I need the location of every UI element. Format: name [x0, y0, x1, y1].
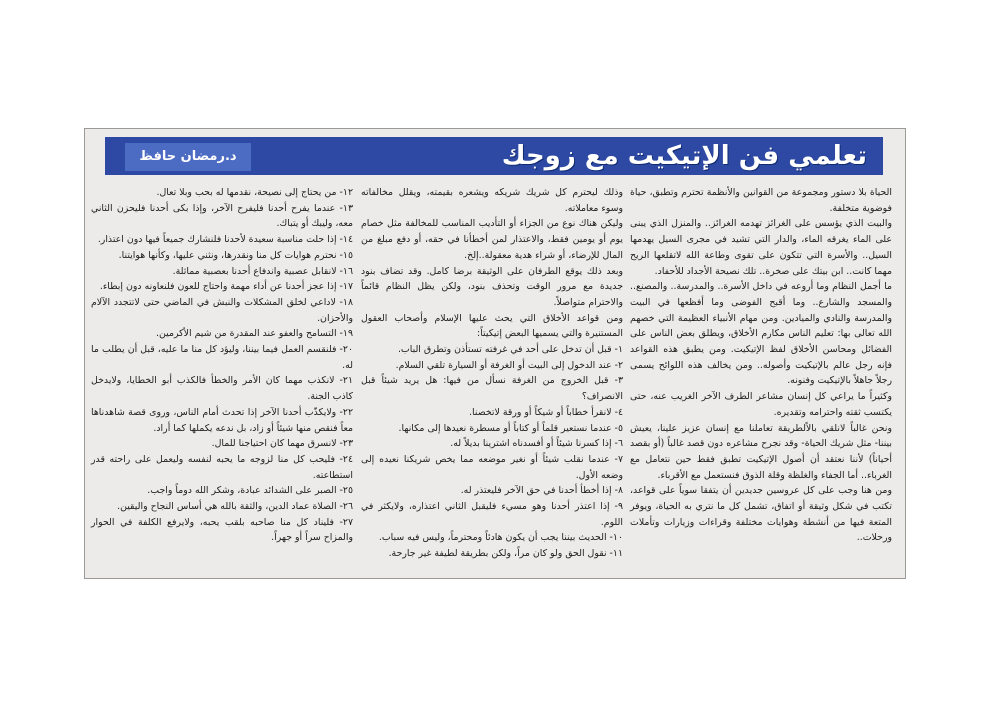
- paragraph-left-11: ٢٢- ولايكذّب أحدنا الآخر إذا تحدث أمام الناس، وروى قصة شاهدناها معاً فنقص منها شيئاً أو زاد، بل ندعه يكملها كما أراد.: [91, 406, 353, 434]
- paragraph-middle-13: ٩- إذا اعتذر أحدنا وهو مسيء فليقبل الثاني اعتذاره، ولايكثر في اللوم.: [361, 501, 623, 528]
- paragraph-middle-14: ١٠- الحديث بيننا يجب أن يكون هادئاً ومحترماً، وليس فيه سباب.: [378, 532, 623, 544]
- paragraph-middle-7: ٣- قبل الخروج من الغرفة نسأل من فيها: هل يريد شيئاً قبل الانصراف؟: [361, 375, 623, 403]
- paragraph-right-6: ومن هنا وجب على كل عروسين جديدين أن يتفقا سوياً على قواعد، تكتب في شكل وثيقة أو اتفاق، تشمل كل ما نتري به الحياة، ويوفر المتعة فيها من أنشطة وهوايات مختلفة وقراءات وزيارات وتأملات ورحلات..: [630, 485, 892, 544]
- paragraph-left-1: ١٢- من يحتاج إلى نصيحة، نقدمها له بحب وبلا تعال.: [156, 187, 353, 198]
- paragraph-right-2: والبيت الذي يؤسس على الغرائز تهدمه الغرائز.. والمنزل الذي يبنى على الماء يغرقه الماء، والدار التي تشيد في مجرى السيل يهدمها السيل.. والأسرة التي تتكون على تقوى وطاعة الله لاتقلعها الريح مهما كانت.. ابن بيتك على صخرة.. تلك نصيحة الأجداد للأحفاد.: [630, 218, 892, 277]
- paragraph-right-4: وكثيراً ما يراعي كل إنسان مشاعر الطرف الآخر الغريب عنه، حتى يكتسب ثقته واحترامه وتقديره.: [630, 391, 892, 418]
- paragraph-middle-4: ومن قواعد الأخلاق التي يحث عليها الإسلام وأصحاب العقول المستنيرة والتي يسميها البعض إتيكيتاً:: [361, 312, 623, 340]
- paragraph-left-9: ٢٠- فلنقسم العمل فيما بيننا، وليؤد كل منا ما عليه، قبل أن يطلب ما له.: [91, 344, 353, 371]
- paragraph-right-5: ونحن غالباً لانلقي بالاًلطريقة تعاملنا مع إنسان عزيز علينا، يعيش بيننا- مثل شريك الحياة- وقد نجرح مشاعره دون قصد غالباً (أو بقصد أحياناً) لأننا نعتقد أن أصول الإتيكيت تطبق فقط حين نتعامل مع الغرباء.. أما الجفاء والغلظة وقلة الذوق فنستعمل مع الأقرباء.: [630, 422, 892, 481]
- headline-banner: [105, 137, 883, 175]
- paragraph-right-1: الحياة بلا دستور ومجموعة من القوانين والأنظمة تحترم وتطبق، حياة فوضوية متخلفة.: [630, 187, 892, 214]
- article-column-middle: [361, 185, 623, 562]
- paragraph-middle-1: وذلك ليحترم كل شريك شريكه ويشعره بقيمته، ويقلل مخالفاته وسوء معاملاته.: [361, 187, 623, 214]
- paragraph-left-12: ٢٣- لانسرق مهما كان احتياجنا للمال.: [211, 438, 353, 450]
- paragraph-middle-6: ٢- عند الدخول إلى البيت أو الغرفة أو السيارة تلقي السلام.: [395, 359, 623, 371]
- paragraph-middle-8: ٤- لانقرأ خطاباً أو شيكاً أو ورقة لاتخصنا.: [469, 406, 623, 418]
- paragraph-middle-2: وليكن هناك نوع من الجزاء أو التأديب المناسب للمخالفة مثل خصام يوم أو يومين فقط، والاعتذار لمن أخطأنا في حقه، أو دفع مبلغ من المال للإرضاء، أو شراء هدية معقولة..إلخ.: [361, 218, 623, 261]
- paragraph-left-2: ١٣- عندما يفرح أحدنا فليفرح الآخر، وإذا بكى أحدنا فليحزن الثاني معه، وليبك أو يتباك.: [91, 202, 353, 230]
- article-column-right: [630, 185, 892, 546]
- paragraph-middle-11: ٧- عندما نقلب شيئاً أو نغير موضعه مما يخص شريكنا نعيده إلى وضعه الأول.: [361, 453, 623, 481]
- paragraph-left-16: ٢٧- فليناد كل منا صاحبه بلقب يحبه، ولايرفع الكلفة في الحوار والمزاح سراً أو جهراً.: [91, 516, 353, 544]
- paragraph-left-15: ٢٦- الصلاة عماد الدين، والثقة بالله هي أساس النجاح واليقين.: [117, 501, 353, 513]
- paragraph-middle-12: ٨- إذا أخطأ أحدنا في حق الآخر فليعتذر له.: [460, 485, 623, 497]
- paragraph-left-14: ٢٥- الصبر على الشدائد عبادة، وشكر الله دوماً واجب.: [147, 485, 353, 497]
- paragraph-left-7: ١٨- لاداعي لخلق المشكلات والنبش في الماضي حتى لاتتجدد الآلام والأحزان.: [91, 296, 353, 324]
- article-column-left: [91, 185, 353, 546]
- paragraph-left-3: ١٤- إذا حلت مناسبة سعيدة لأحدنا فلنشارك جميعاً فيها دون اعتذار.: [97, 234, 353, 246]
- paragraph-middle-9: ٥- عندما نستعير قلماً أو كتاباً أو مسطرة نعيدها إلى مكانها.: [398, 422, 623, 434]
- paragraph-left-4: ١٥- نحترم هوايات كل منا ونقدرها، ونثني عليها، وكأنها هوايتنا.: [118, 249, 353, 261]
- paragraph-middle-5: ١- قبل أن تدخل على أحد في غرفته تستأذن وتطرق الباب.: [397, 344, 623, 356]
- paragraph-middle-15: ١١- نقول الحق ولو كان مراً، ولكن بطريقة لطيفة غير جارحة.: [388, 548, 623, 560]
- paragraph-middle-3: وبعد ذلك يوقع الطرفان على الوثيقة برضا كامل. وقد تضاف بنود جديدة مع مرور الوقت وتحذف بنود، ولكن يظل النظام قائماً والاحترام متواصلاً.: [361, 265, 623, 308]
- paragraph-left-5: ١٦- لانقابل عصبية واندفاع أحدنا بعصبية مماثلة.: [172, 265, 353, 277]
- paragraph-left-10: ٢١- لانكذب مهما كان الأمر والخطأ فالكذب أبو الخطايا، ولايدخل كاذب الجنة.: [91, 375, 353, 403]
- article-headline: تعلمي فن الإتيكيت مع زوجك: [501, 141, 867, 171]
- paragraph-left-13: ٢٤- فليحب كل منا لزوجه ما يحبه لنفسه وليعمل على راحته قدر استطاعته.: [91, 453, 353, 481]
- paragraph-right-3: ما أجمل النظام وما أروعه في داخل الأسرة.. والمدرسة.. والمصنع.. والمسجد والشارع.. وما أقبح الفوضى وما أفظعها في البيت والمدرسة والنادي والميادين. ومن مهام الأنبياء العظيمة التي خصهم الله تعالى بها: تعليم الناس مكارم الأخلاق، ويطلق بعض الناس على الفضائل ومحاسن الأخلاق لفظ الإتيكيت. ومن يطبق هذه القواعد فإنه رجل عالم بالإتيكيت وأصوله.. ومن يخالف هذه اللوائح يسمى رجلاً جاهلاً بالإتيكيت وفنونه.: [630, 281, 892, 387]
- paragraph-middle-10: ٦- إذا كسرنا شيئاً أو أفسدناه اشترينا بديلاً له.: [450, 438, 623, 450]
- author-byline: د.رمضان حافظ: [125, 143, 251, 171]
- newspaper-clipping: [84, 128, 906, 579]
- paragraph-left-8: ١٩- التسامح والعفو عند المقدرة من شيم الأكرمين.: [156, 328, 353, 340]
- paragraph-left-6: ١٧- إذا عجز أحدنا عن أداء مهمة واحتاج للعون فلنعاونه دون إبطاء.: [99, 281, 353, 293]
